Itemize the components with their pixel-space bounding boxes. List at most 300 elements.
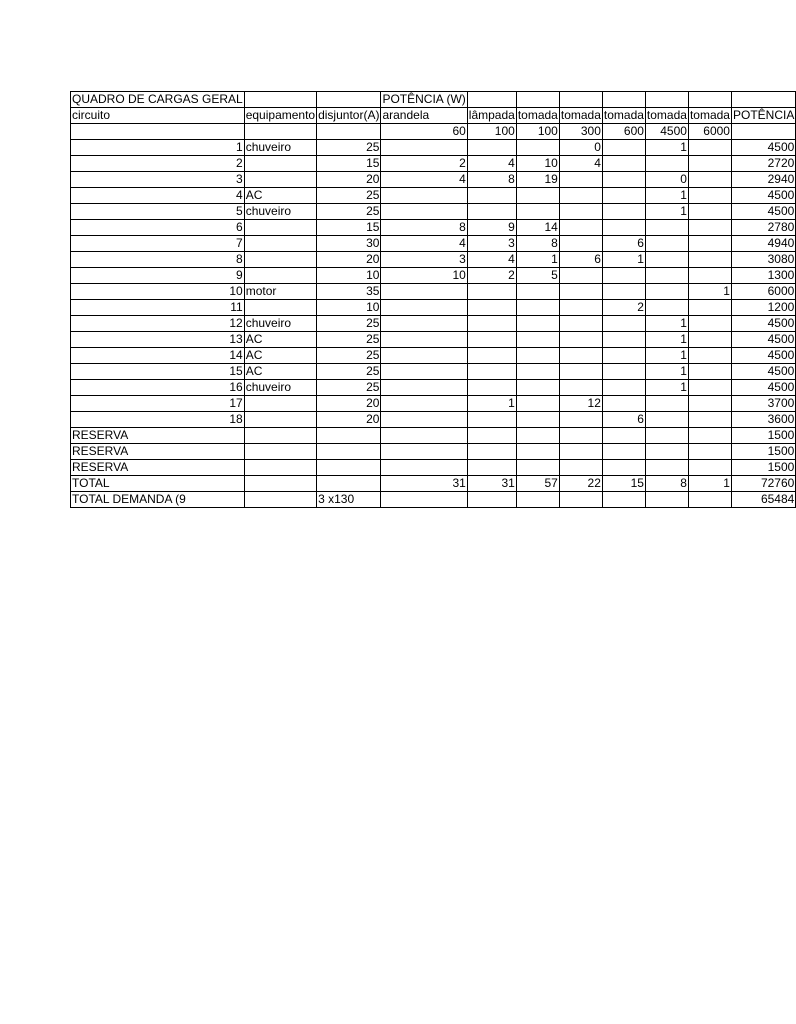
data-cell[interactable] (559, 348, 602, 364)
reserve-label-cell[interactable]: RESERVA (71, 444, 245, 460)
data-cell[interactable]: 2 (381, 156, 467, 172)
data-cell[interactable] (381, 364, 467, 380)
data-cell[interactable] (381, 300, 467, 316)
data-cell[interactable] (688, 316, 731, 332)
data-cell[interactable] (381, 188, 467, 204)
data-cell[interactable]: 25 (317, 316, 381, 332)
data-cell[interactable]: 10 (516, 156, 559, 172)
data-cell[interactable]: 35 (317, 284, 381, 300)
data-cell[interactable] (688, 172, 731, 188)
data-cell[interactable]: 12 (559, 396, 602, 412)
empty-cell[interactable] (244, 444, 316, 460)
header-cell[interactable]: equipamento (245, 108, 316, 122)
empty-cell[interactable] (317, 428, 381, 444)
title-cell[interactable] (71, 92, 245, 108)
data-cell[interactable]: 4500 (731, 380, 795, 396)
data-cell[interactable] (602, 380, 645, 396)
data-cell[interactable] (602, 396, 645, 412)
empty-cell[interactable] (317, 460, 381, 476)
total-cell[interactable]: 1 (688, 476, 731, 492)
data-cell[interactable]: 1 (71, 140, 245, 156)
empty-cell[interactable] (645, 92, 688, 108)
empty-cell[interactable] (467, 92, 516, 108)
data-cell[interactable] (467, 332, 516, 348)
data-cell[interactable]: 1 (467, 396, 516, 412)
data-cell[interactable] (645, 220, 688, 236)
data-cell[interactable]: 6 (602, 236, 645, 252)
data-cell[interactable] (467, 364, 516, 380)
circuit-row (71, 236, 796, 252)
data-cell[interactable]: 10 (71, 284, 245, 300)
data-cell[interactable]: 2720 (731, 156, 795, 172)
data-cell[interactable] (688, 396, 731, 412)
data-cell[interactable]: 25 (317, 204, 381, 220)
data-cell[interactable] (688, 364, 731, 380)
equipment-cell[interactable] (244, 220, 316, 236)
power-rating-cell[interactable]: 4500 (645, 124, 688, 140)
data-cell[interactable] (516, 316, 559, 332)
data-cell[interactable]: 2 (467, 268, 516, 284)
data-cell[interactable] (559, 236, 602, 252)
empty-cell[interactable] (645, 460, 688, 476)
data-cell[interactable]: 3700 (731, 396, 795, 412)
data-cell[interactable] (516, 380, 559, 396)
load-table (70, 91, 796, 508)
empty-cell[interactable] (602, 460, 645, 476)
data-cell[interactable] (467, 300, 516, 316)
power-rating-cell[interactable] (71, 124, 245, 140)
data-cell[interactable]: 2 (71, 156, 245, 172)
data-cell[interactable] (516, 284, 559, 300)
data-cell[interactable]: 4 (467, 252, 516, 268)
power-heading-cell[interactable] (381, 92, 467, 108)
circuit-row (71, 380, 796, 396)
data-cell[interactable]: 15 (317, 156, 381, 172)
data-cell[interactable]: 10 (381, 268, 467, 284)
data-cell[interactable]: 4 (381, 236, 467, 252)
data-cell[interactable]: 9 (467, 220, 516, 236)
empty-cell[interactable] (559, 492, 602, 508)
equipment-cell[interactable]: AC (244, 348, 316, 364)
data-cell[interactable] (645, 156, 688, 172)
data-cell[interactable] (688, 348, 731, 364)
data-cell[interactable] (467, 284, 516, 300)
data-cell[interactable] (602, 204, 645, 220)
data-cell[interactable]: 1 (516, 252, 559, 268)
total-cell[interactable]: 57 (516, 476, 559, 492)
data-cell[interactable]: 8 (516, 236, 559, 252)
equipment-cell[interactable] (244, 300, 316, 316)
empty-cell[interactable] (602, 428, 645, 444)
data-cell[interactable] (602, 172, 645, 188)
data-cell[interactable]: 1 (645, 204, 688, 220)
data-cell[interactable] (602, 284, 645, 300)
data-cell[interactable] (516, 396, 559, 412)
data-cell[interactable] (645, 300, 688, 316)
header-cell[interactable]: tomada (517, 108, 558, 122)
data-cell[interactable]: 4 (381, 172, 467, 188)
empty-cell[interactable] (559, 92, 602, 108)
data-cell[interactable]: 20 (317, 412, 381, 428)
empty-cell[interactable] (688, 444, 731, 460)
data-cell[interactable] (602, 140, 645, 156)
reserve-power-cell[interactable]: 1500 (731, 444, 795, 460)
data-cell[interactable] (688, 412, 731, 428)
empty-cell[interactable] (244, 492, 316, 508)
circuit-row (71, 204, 796, 220)
data-cell[interactable] (467, 188, 516, 204)
empty-cell[interactable] (602, 444, 645, 460)
data-cell[interactable] (688, 156, 731, 172)
empty-cell[interactable] (317, 92, 381, 108)
data-cell[interactable] (381, 348, 467, 364)
data-cell[interactable] (559, 204, 602, 220)
circuit-row (71, 268, 796, 284)
total-cell[interactable]: 31 (467, 476, 516, 492)
equipment-cell[interactable] (244, 268, 316, 284)
equipment-cell[interactable]: motor (244, 284, 316, 300)
data-cell[interactable] (688, 300, 731, 316)
data-cell[interactable]: 4500 (731, 204, 795, 220)
reserve-power-cell[interactable]: 1500 (731, 428, 795, 444)
circuit-row (71, 300, 796, 316)
data-cell[interactable] (688, 252, 731, 268)
data-cell[interactable]: 4 (467, 156, 516, 172)
equipment-cell[interactable]: chuveiro (244, 380, 316, 396)
demand-formula-cell[interactable]: 3 x130 (317, 492, 381, 508)
header-cell[interactable]: lâmpada (468, 108, 515, 122)
header-cell[interactable]: tomada (689, 108, 730, 122)
equipment-cell[interactable] (244, 252, 316, 268)
data-cell[interactable] (516, 140, 559, 156)
power-rating-cell[interactable] (317, 124, 381, 140)
data-cell[interactable] (559, 380, 602, 396)
data-cell[interactable]: 1 (645, 316, 688, 332)
data-cell[interactable] (602, 316, 645, 332)
header-cell[interactable]: tomada (646, 108, 687, 122)
data-cell[interactable]: 3600 (731, 412, 795, 428)
data-cell[interactable] (381, 380, 467, 396)
data-cell[interactable]: 8 (71, 252, 245, 268)
empty-cell[interactable] (602, 492, 645, 508)
total-cell[interactable]: 22 (559, 476, 602, 492)
equipment-cell[interactable] (244, 396, 316, 412)
empty-cell[interactable] (559, 460, 602, 476)
circuit-row (71, 316, 796, 332)
data-cell[interactable] (602, 188, 645, 204)
data-cell[interactable] (602, 268, 645, 284)
equipment-cell[interactable] (244, 412, 316, 428)
data-cell[interactable]: 13 (71, 332, 245, 348)
demand-total-cell[interactable]: 65484 (731, 492, 795, 508)
data-cell[interactable] (381, 284, 467, 300)
data-cell[interactable]: 0 (559, 140, 602, 156)
data-cell[interactable]: 8 (381, 220, 467, 236)
empty-cell[interactable] (467, 460, 516, 476)
empty-cell[interactable] (381, 428, 467, 444)
empty-cell[interactable] (467, 428, 516, 444)
data-cell[interactable] (467, 380, 516, 396)
empty-cell[interactable] (244, 460, 316, 476)
data-cell[interactable]: 25 (317, 348, 381, 364)
circuit-row (71, 284, 796, 300)
header-cell[interactable]: POTÊNCIA (732, 108, 795, 122)
power-rating-row (71, 124, 796, 140)
equipment-cell[interactable] (244, 172, 316, 188)
header-cell[interactable]: circuito (71, 108, 245, 124)
data-cell[interactable]: 3080 (731, 252, 795, 268)
empty-cell[interactable] (559, 428, 602, 444)
data-cell[interactable] (688, 332, 731, 348)
data-cell[interactable]: 4500 (731, 348, 795, 364)
empty-cell[interactable] (516, 444, 559, 460)
data-cell[interactable] (467, 140, 516, 156)
header-cell[interactable]: tomada (560, 108, 601, 122)
data-cell[interactable] (516, 364, 559, 380)
empty-cell[interactable] (244, 476, 316, 492)
data-cell[interactable] (381, 332, 467, 348)
empty-cell[interactable] (645, 492, 688, 508)
data-cell[interactable]: 9 (71, 268, 245, 284)
data-cell[interactable]: 1 (645, 332, 688, 348)
data-cell[interactable]: 10 (317, 300, 381, 316)
data-cell[interactable]: 2780 (731, 220, 795, 236)
data-cell[interactable]: 15 (317, 220, 381, 236)
data-cell[interactable]: 4500 (731, 332, 795, 348)
empty-cell[interactable] (645, 444, 688, 460)
data-cell[interactable]: 16 (71, 380, 245, 396)
data-cell[interactable]: 20 (317, 172, 381, 188)
data-cell[interactable] (381, 396, 467, 412)
data-cell[interactable]: 25 (317, 364, 381, 380)
data-cell[interactable]: 14 (516, 220, 559, 236)
data-cell[interactable]: 1 (688, 284, 731, 300)
reserve-row (71, 460, 796, 476)
data-cell[interactable] (645, 396, 688, 412)
data-cell[interactable]: 17 (71, 396, 245, 412)
data-cell[interactable]: 1300 (731, 268, 795, 284)
data-cell[interactable] (645, 268, 688, 284)
equipment-cell[interactable] (244, 236, 316, 252)
equipment-cell[interactable]: AC (244, 188, 316, 204)
empty-cell[interactable] (244, 428, 316, 444)
data-cell[interactable]: 25 (317, 188, 381, 204)
empty-cell[interactable] (731, 92, 795, 108)
data-cell[interactable] (516, 204, 559, 220)
data-cell[interactable]: 4 (71, 188, 245, 204)
data-cell[interactable]: 1 (645, 188, 688, 204)
empty-cell[interactable] (559, 444, 602, 460)
circuit-row (71, 412, 796, 428)
empty-cell[interactable] (317, 476, 381, 492)
total-cell[interactable]: 72760 (731, 476, 795, 492)
data-cell[interactable] (516, 332, 559, 348)
empty-cell[interactable] (516, 428, 559, 444)
power-rating-cell[interactable] (244, 124, 316, 140)
data-cell[interactable]: 20 (317, 252, 381, 268)
data-cell[interactable] (559, 188, 602, 204)
reserve-label-cell[interactable]: RESERVA (71, 460, 245, 476)
equipment-cell[interactable]: AC (244, 332, 316, 348)
data-cell[interactable] (559, 300, 602, 316)
data-cell[interactable] (516, 188, 559, 204)
empty-cell[interactable] (645, 428, 688, 444)
demand-label-cell[interactable]: TOTAL DEMANDA (9 (71, 492, 245, 508)
data-cell[interactable] (559, 316, 602, 332)
data-cell[interactable]: 1 (602, 252, 645, 268)
data-cell[interactable]: 2940 (731, 172, 795, 188)
data-cell[interactable] (381, 140, 467, 156)
empty-cell[interactable] (317, 444, 381, 460)
data-cell[interactable] (645, 284, 688, 300)
empty-cell[interactable] (467, 444, 516, 460)
empty-cell[interactable] (688, 460, 731, 476)
data-cell[interactable] (688, 236, 731, 252)
data-cell[interactable]: 4500 (731, 188, 795, 204)
data-cell[interactable]: 10 (317, 268, 381, 284)
equipment-cell[interactable]: chuveiro (244, 316, 316, 332)
empty-cell[interactable] (381, 492, 467, 508)
header-cell[interactable]: tomada (603, 108, 644, 122)
data-cell[interactable] (559, 332, 602, 348)
total-cell[interactable]: 8 (645, 476, 688, 492)
data-cell[interactable]: 25 (317, 140, 381, 156)
data-cell[interactable] (688, 220, 731, 236)
data-cell[interactable]: 6 (559, 252, 602, 268)
equipment-cell[interactable]: chuveiro (244, 204, 316, 220)
data-cell[interactable]: 4940 (731, 236, 795, 252)
empty-cell[interactable] (688, 428, 731, 444)
data-cell[interactable]: 25 (317, 380, 381, 396)
data-cell[interactable]: 7 (71, 236, 245, 252)
reserve-label-cell[interactable]: RESERVA (71, 428, 245, 444)
header-cell[interactable]: disjuntor(A) (318, 108, 380, 122)
equipment-cell[interactable]: chuveiro (244, 140, 316, 156)
data-cell[interactable]: 14 (71, 348, 245, 364)
data-cell[interactable] (602, 332, 645, 348)
empty-cell[interactable] (244, 92, 316, 108)
equipment-cell[interactable]: AC (244, 364, 316, 380)
empty-cell[interactable] (516, 460, 559, 476)
data-cell[interactable]: 5 (516, 268, 559, 284)
data-cell[interactable] (602, 156, 645, 172)
empty-cell[interactable] (381, 460, 467, 476)
empty-cell[interactable] (381, 444, 467, 460)
data-cell[interactable]: 1 (645, 364, 688, 380)
data-cell[interactable]: 1 (645, 348, 688, 364)
header-cell[interactable]: arandela (381, 108, 467, 124)
data-cell[interactable] (467, 204, 516, 220)
power-rating-cell[interactable]: 100 (516, 124, 559, 140)
demand-row (71, 492, 796, 508)
power-rating-cell[interactable]: 100 (467, 124, 516, 140)
data-cell[interactable]: 0 (645, 172, 688, 188)
empty-cell[interactable] (516, 92, 559, 108)
data-cell[interactable] (602, 220, 645, 236)
data-cell[interactable] (645, 412, 688, 428)
reserve-power-cell[interactable]: 1500 (731, 460, 795, 476)
total-cell[interactable]: 31 (381, 476, 467, 492)
data-cell[interactable]: 5 (71, 204, 245, 220)
data-cell[interactable] (645, 236, 688, 252)
data-cell[interactable]: 1200 (731, 300, 795, 316)
data-cell[interactable]: 4500 (731, 140, 795, 156)
data-cell[interactable] (559, 364, 602, 380)
data-cell[interactable]: 30 (317, 236, 381, 252)
data-cell[interactable]: 2 (602, 300, 645, 316)
power-rating-cell[interactable]: 60 (381, 124, 467, 140)
empty-cell[interactable] (688, 492, 731, 508)
data-cell[interactable] (559, 284, 602, 300)
data-cell[interactable]: 3 (381, 252, 467, 268)
data-cell[interactable] (516, 348, 559, 364)
data-cell[interactable]: 25 (317, 332, 381, 348)
data-cell[interactable] (381, 204, 467, 220)
data-cell[interactable]: 6000 (731, 284, 795, 300)
power-rating-cell[interactable]: 600 (602, 124, 645, 140)
data-cell[interactable]: 4500 (731, 364, 795, 380)
data-cell[interactable]: 6 (602, 412, 645, 428)
data-cell[interactable]: 15 (71, 364, 245, 380)
circuit-row (71, 252, 796, 268)
power-rating-cell[interactable] (731, 124, 795, 140)
data-cell[interactable] (688, 380, 731, 396)
data-cell[interactable]: 1 (645, 380, 688, 396)
total-label-cell[interactable]: TOTAL (71, 476, 245, 492)
data-cell[interactable] (381, 412, 467, 428)
data-cell[interactable] (602, 348, 645, 364)
empty-cell[interactable] (467, 492, 516, 508)
data-cell[interactable]: 1 (645, 140, 688, 156)
data-cell[interactable] (559, 172, 602, 188)
data-cell[interactable] (688, 204, 731, 220)
data-cell[interactable] (688, 140, 731, 156)
data-cell[interactable]: 6 (71, 220, 245, 236)
data-cell[interactable] (559, 220, 602, 236)
data-cell[interactable] (467, 348, 516, 364)
data-cell[interactable] (467, 316, 516, 332)
empty-cell[interactable] (602, 92, 645, 108)
total-cell[interactable]: 15 (602, 476, 645, 492)
data-cell[interactable]: 18 (71, 412, 245, 428)
data-cell[interactable] (559, 412, 602, 428)
data-cell[interactable] (688, 188, 731, 204)
data-cell[interactable] (559, 268, 602, 284)
data-cell[interactable] (516, 412, 559, 428)
data-cell[interactable] (645, 252, 688, 268)
empty-cell[interactable] (516, 492, 559, 508)
data-cell[interactable]: 8 (467, 172, 516, 188)
data-cell[interactable]: 3 (467, 236, 516, 252)
data-cell[interactable] (516, 300, 559, 316)
data-cell[interactable]: 4500 (731, 316, 795, 332)
power-rating-cell[interactable]: 300 (559, 124, 602, 140)
data-cell[interactable] (381, 316, 467, 332)
empty-cell[interactable] (688, 92, 731, 108)
data-cell[interactable]: 19 (516, 172, 559, 188)
data-cell[interactable]: 20 (317, 396, 381, 412)
data-cell[interactable]: 12 (71, 316, 245, 332)
equipment-cell[interactable] (244, 156, 316, 172)
data-cell[interactable] (602, 364, 645, 380)
data-cell[interactable] (467, 412, 516, 428)
data-cell[interactable] (688, 268, 731, 284)
data-cell[interactable]: 11 (71, 300, 245, 316)
data-cell[interactable]: 3 (71, 172, 245, 188)
power-rating-cell[interactable]: 6000 (688, 124, 731, 140)
data-cell[interactable]: 4 (559, 156, 602, 172)
circuit-row (71, 188, 796, 204)
